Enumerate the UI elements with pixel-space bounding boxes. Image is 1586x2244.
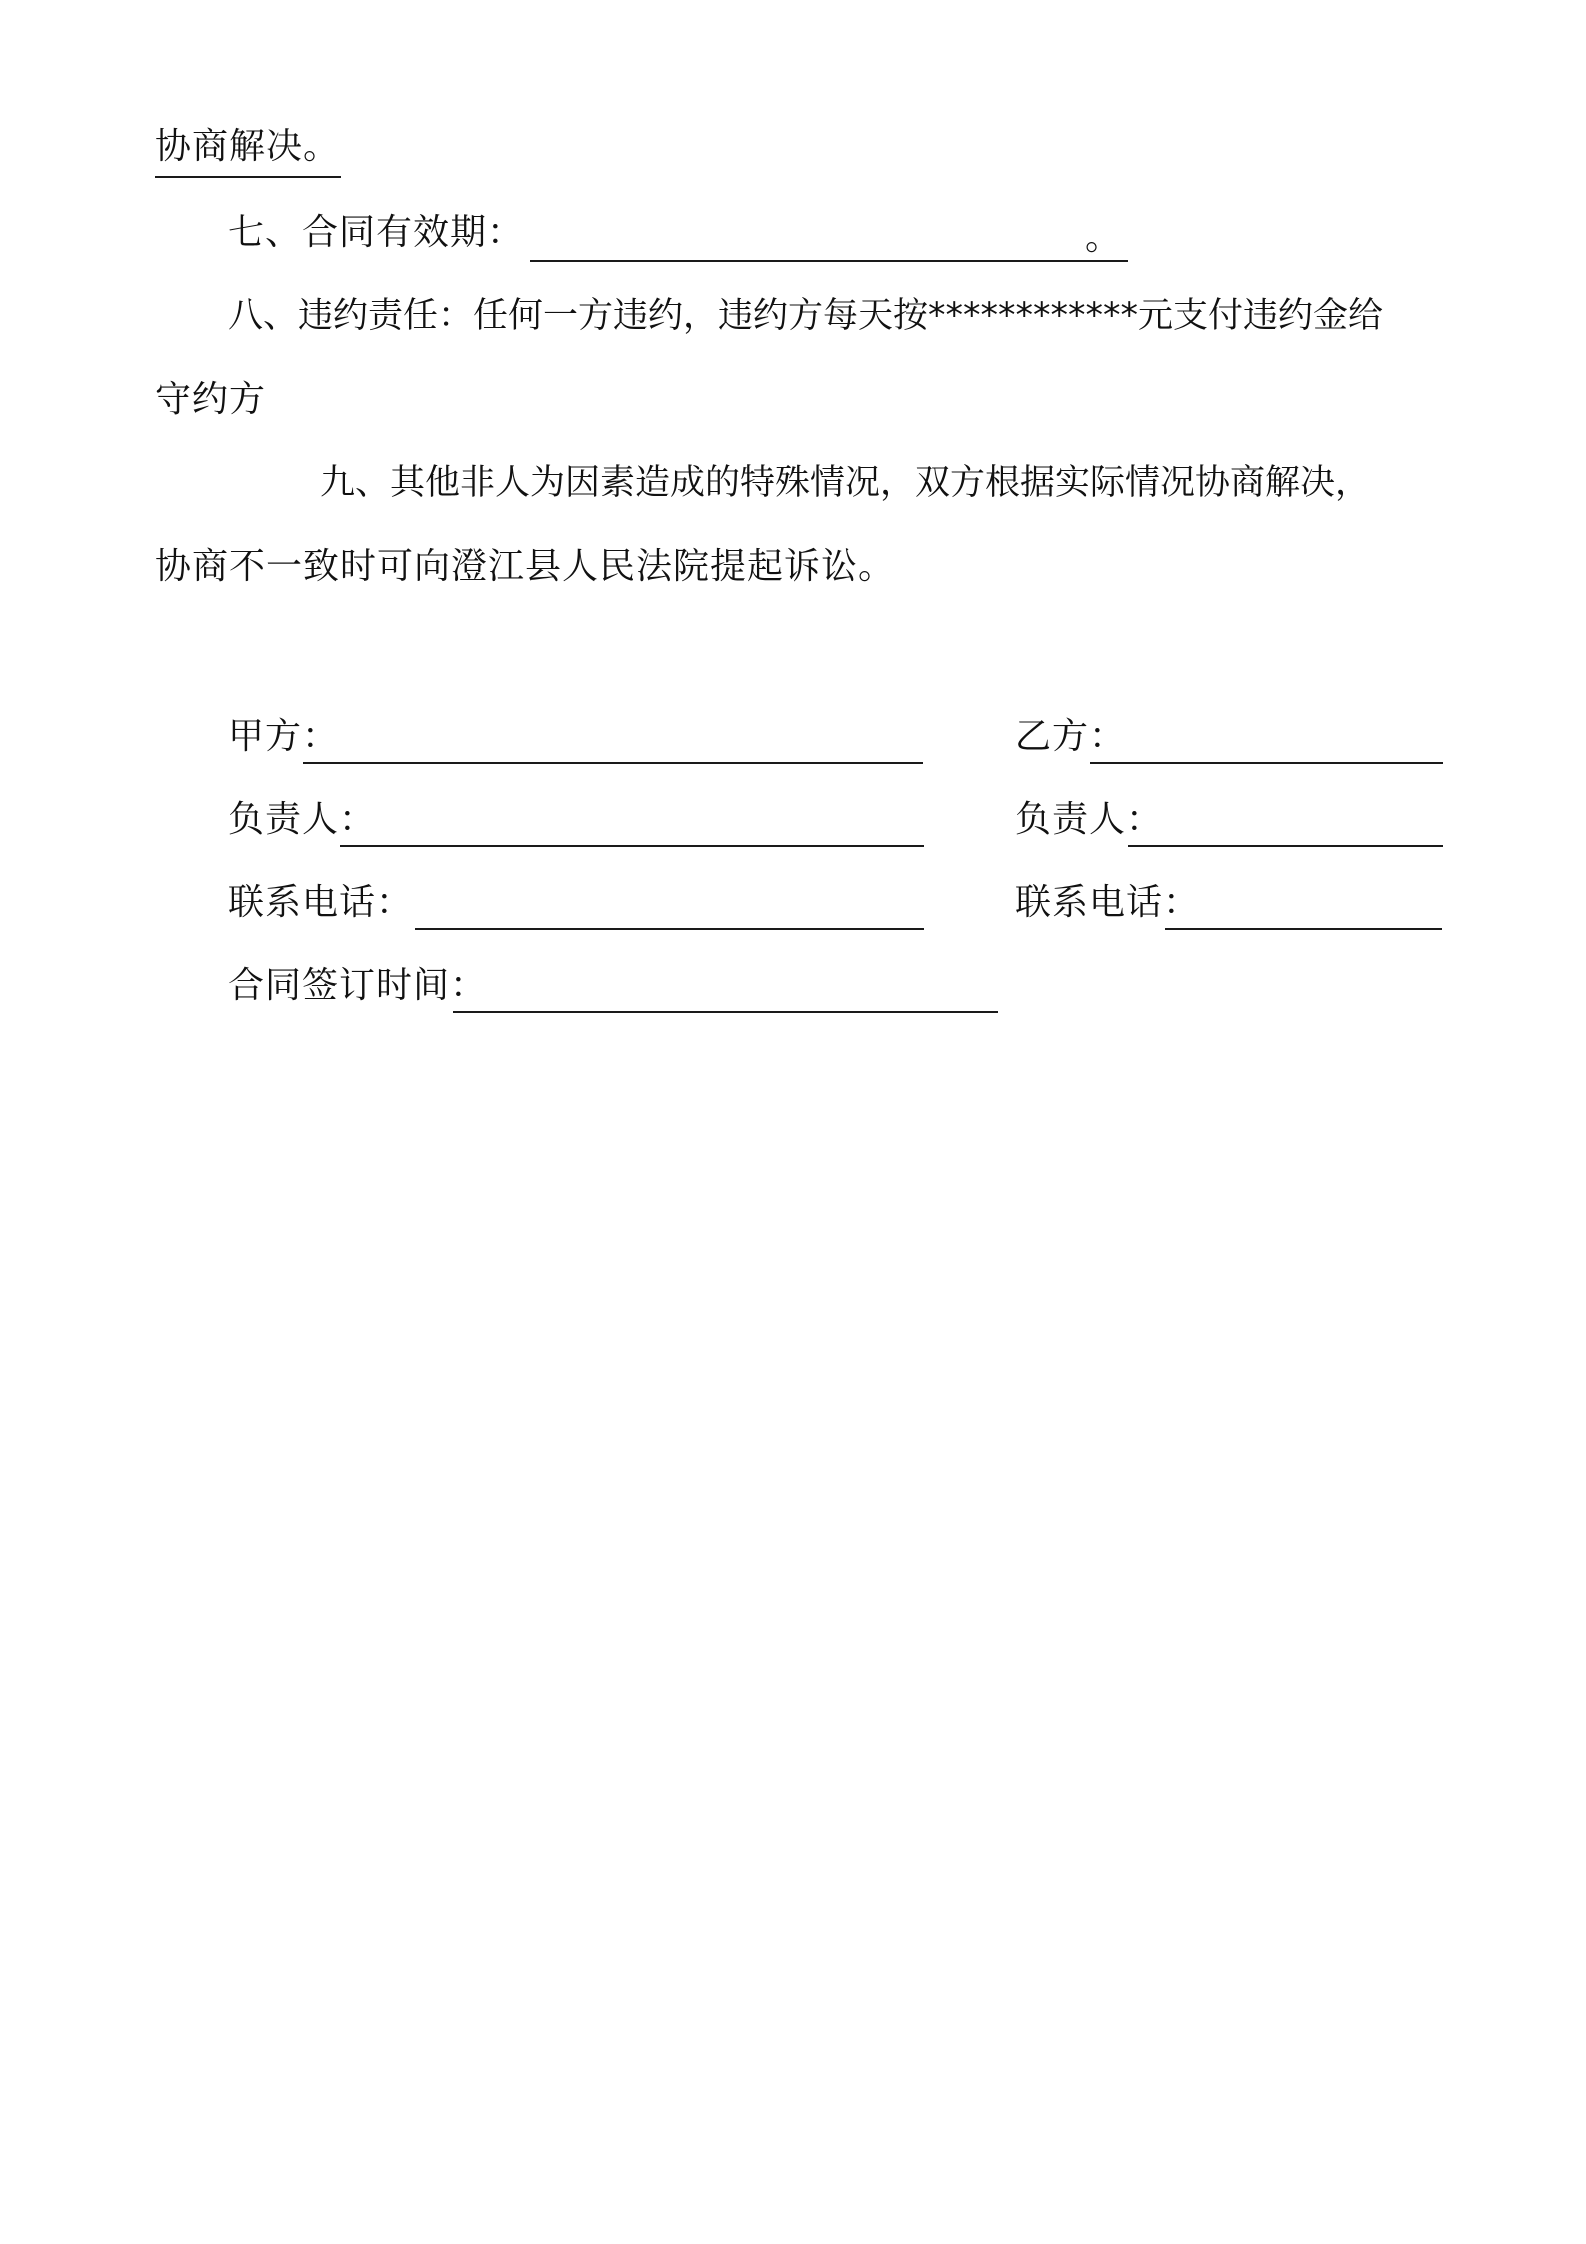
validity-period-line (530, 260, 1128, 262)
party-b-name-field[interactable] (1090, 762, 1443, 764)
party-a-label: 甲方： (228, 716, 340, 757)
clause-seven-label: 七、合同有效期： (228, 212, 525, 253)
party-b-manager-field[interactable] (1128, 845, 1443, 847)
party-a-phone-field[interactable] (415, 928, 924, 930)
signing-time-label: 合同签订时间： (228, 965, 488, 1006)
party-b-phone-field[interactable] (1165, 928, 1442, 930)
clause-nine-line2: 协商不一致时可向澄江县人民法院提起诉讼。 (155, 546, 896, 587)
party-a-phone-label: 联系电话： (228, 882, 414, 923)
clause-eight-line2: 守约方 (155, 379, 267, 420)
signing-time-field[interactable] (453, 1011, 998, 1013)
party-b-phone-label: 联系电话： (1015, 882, 1201, 923)
clause-seven-end: 。 (1085, 217, 1123, 258)
party-a-manager-label: 负责人： (228, 799, 377, 840)
party-b-manager-label: 负责人： (1015, 799, 1164, 840)
carry-over-text: 协商解决。 (155, 126, 341, 167)
carry-over-underline (155, 176, 341, 178)
party-a-manager-field[interactable] (340, 845, 924, 847)
clause-nine-line1: 九、其他非人为因素造成的特殊情况，双方根据实际情况协商解决， (320, 463, 1371, 503)
clause-eight-line1: 八、违约责任：任何一方违约，违约方每天按************元支付违约金给 (228, 296, 1384, 336)
party-b-label: 乙方： (1015, 716, 1127, 757)
party-a-name-field[interactable] (303, 762, 923, 764)
